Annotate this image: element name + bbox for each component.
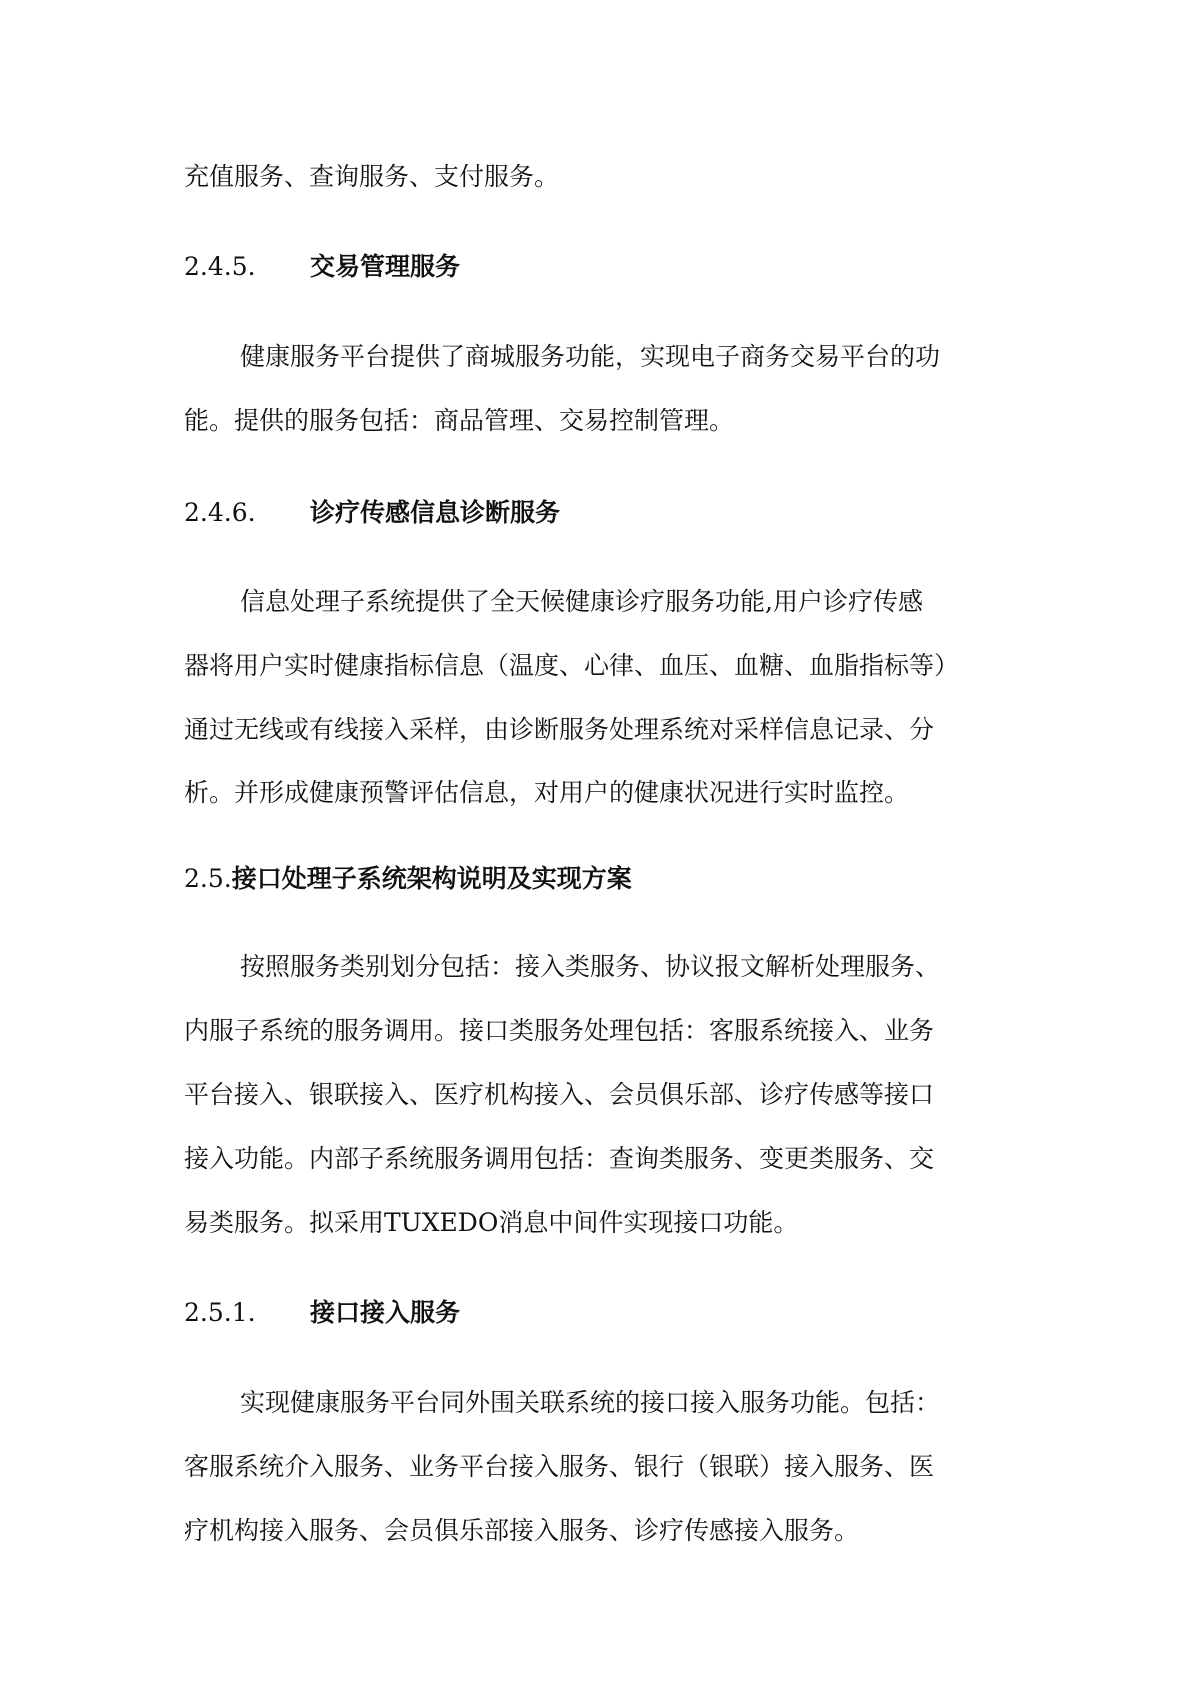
section-title: 接口接入服务: [310, 1298, 461, 1327]
paragraph-line: 实现健康服务平台同外围关联系统的接口接入服务功能。包括：: [240, 1388, 941, 1417]
section-heading-2-5: [184, 862, 632, 896]
section-number: 2.5.1.: [184, 1298, 256, 1327]
section-number: 2.4.6.: [184, 498, 256, 527]
paragraph-line: 易类服务。拟采用TUXEDO消息中间件实现接口功能。: [184, 1208, 799, 1237]
paragraph-line: 能。提供的服务包括：商品管理、交易控制管理。: [184, 406, 735, 435]
section-title: 交易管理服务: [310, 252, 461, 281]
paragraph-line: 接入功能。内部子系统服务调用包括：查询类服务、变更类服务、交: [184, 1144, 935, 1173]
section-heading-2-4-6: [184, 496, 560, 530]
paragraph-line: 内服子系统的服务调用。接口类服务处理包括：客服系统接入、业务: [184, 1016, 935, 1045]
paragraph-line: 器将用户实时健康指标信息（温度、心律、血压、血糖、血脂指标等）: [184, 651, 960, 680]
section-heading-2-5-1: [184, 1296, 460, 1330]
section-title: 接口处理子系统架构说明及实现方案: [231, 864, 632, 893]
paragraph-line: 平台接入、银联接入、医疗机构接入、会员俱乐部、诊疗传感等接口: [184, 1080, 935, 1109]
paragraph-line: 客服系统介入服务、业务平台接入服务、银行（银联）接入服务、医: [184, 1452, 935, 1481]
section-heading-2-4-5: [184, 250, 460, 284]
paragraph-line: 信息处理子系统提供了全天候健康诊疗服务功能,用户诊疗传感: [240, 587, 923, 616]
paragraph-line: 通过无线或有线接入采样，由诊断服务处理系统对采样信息记录、分: [184, 715, 935, 744]
section-title: 诊疗传感信息诊断服务: [310, 498, 561, 527]
paragraph-line: 充值服务、查询服务、支付服务。: [184, 162, 560, 191]
section-number: 2.4.5.: [184, 252, 256, 281]
paragraph-line: 健康服务平台提供了商城服务功能，实现电子商务交易平台的功: [240, 342, 941, 371]
paragraph-line: 疗机构接入服务、会员俱乐部接入服务、诊疗传感接入服务。: [184, 1516, 860, 1545]
section-number: 2.5.: [184, 864, 232, 893]
paragraph-line: 按照服务类别划分包括：接入类服务、协议报文解析处理服务、: [240, 952, 941, 981]
paragraph-line: 析。并形成健康预警评估信息，对用户的健康状况进行实时监控。: [184, 778, 910, 807]
